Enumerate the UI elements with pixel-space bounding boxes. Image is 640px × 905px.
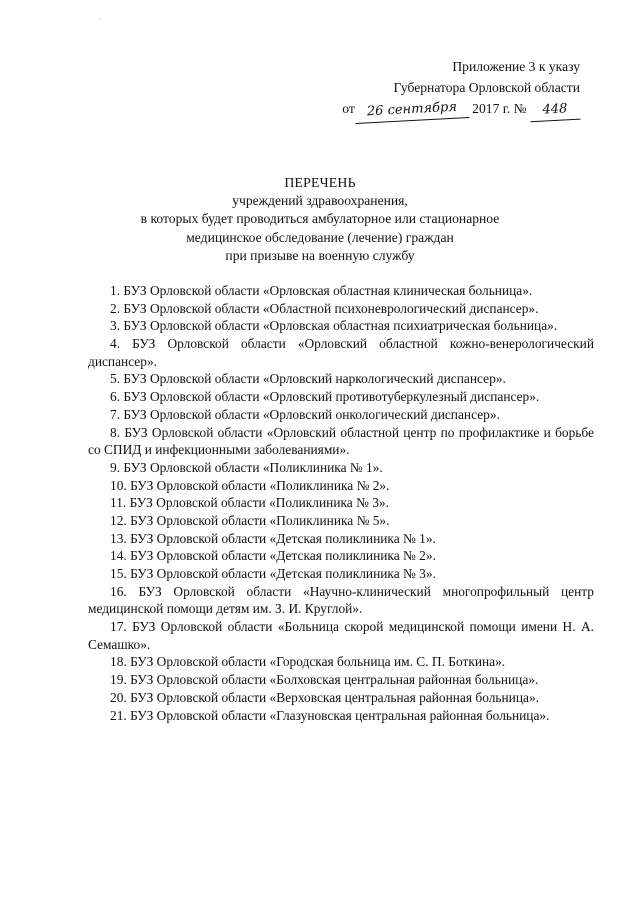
list-item: 16. БУЗ Орловской области «Научно-клинический многопрофильный центр медицинской помощи детям им. З. И. Круглой». xyxy=(88,583,594,617)
institution-list xyxy=(88,282,594,724)
list-item: 3. БУЗ Орловской области «Орловская областная психиатрическая больница». xyxy=(110,318,558,334)
list-item: 13. БУЗ Орловской области «Детская поликлиника № 1». xyxy=(110,530,436,546)
title-heading: ПЕРЕЧЕНЬ xyxy=(284,175,356,190)
document-title xyxy=(0,174,640,265)
corner-mark: · xyxy=(98,14,101,24)
title-line-3: медицинское обследование (лечение) граждан xyxy=(186,229,454,245)
governor-line: Губернатора Орловской области xyxy=(393,80,580,96)
list-item: 12. БУЗ Орловской области «Поликлиника № 5». xyxy=(110,512,390,528)
list-item: 1. БУЗ Орловской области «Орловская областная клиническая больница». xyxy=(110,283,533,298)
list-item: 5. БУЗ Орловской области «Орловский наркологический диспансер». xyxy=(110,371,506,387)
title-line-4: при призыве на военную службу xyxy=(225,247,415,263)
list-item: 8. БУЗ Орловской области «Орловский областной центр по профилактике и борьбе со СПИД и инфекционными заболеваниями». xyxy=(88,424,594,458)
decree-year: 2017 г. xyxy=(472,101,511,117)
list-item: 9. БУЗ Орловской области «Поликлиника № 1». xyxy=(110,459,383,475)
decree-date-line xyxy=(330,98,580,121)
from-label: от xyxy=(342,101,355,117)
number-label: № xyxy=(513,101,527,117)
list-item: 19. БУЗ Орловской области «Болховская центральная районная больница». xyxy=(110,672,539,688)
list-item: 10. БУЗ Орловской области «Поликлиника № 2». xyxy=(110,477,390,493)
list-item: 11. БУЗ Орловской области «Поликлиника № 3». xyxy=(110,495,389,511)
list-item: 15. БУЗ Орловской области «Детская поликлиника № 3». xyxy=(110,566,436,581)
handwritten-number: 448 xyxy=(529,99,580,123)
list-item: 17. БУЗ Орловской области «Больница скорой медицинской помощи имени Н. А. Семашко». xyxy=(88,619,594,652)
handwritten-date: 26 сентября xyxy=(354,97,469,124)
appendix-header xyxy=(330,56,580,121)
title-line-1: учреждений здравоохранения, xyxy=(232,193,408,209)
list-item: 4. БУЗ Орловской области «Орловский областной кожно-венерологический диспансер». xyxy=(88,336,594,369)
list-item: 2. БУЗ Орловской области «Областной психоневрологический диспансер». xyxy=(110,300,539,316)
list-item: 14. БУЗ Орловской области «Детская поликлиника № 2». xyxy=(110,548,436,564)
list-item: 6. БУЗ Орловской области «Орловский противотуберкулезный диспансер». xyxy=(110,389,540,405)
list-item: 18. БУЗ Орловской области «Городская больница им. С. П. Боткина». xyxy=(110,654,506,670)
appendix-line: Приложение 3 к указу xyxy=(452,59,580,74)
list-item: 20. БУЗ Орловской области «Верховская центральная районная больница». xyxy=(110,689,539,705)
list-item: 21. БУЗ Орловской области «Глазуновская центральная районная больница». xyxy=(110,707,550,723)
list-item: 7. БУЗ Орловской области «Орловский онкологический диспансер». xyxy=(110,406,500,422)
title-line-2: в которых будет проводиться амбулаторное или стационарное xyxy=(140,211,500,227)
